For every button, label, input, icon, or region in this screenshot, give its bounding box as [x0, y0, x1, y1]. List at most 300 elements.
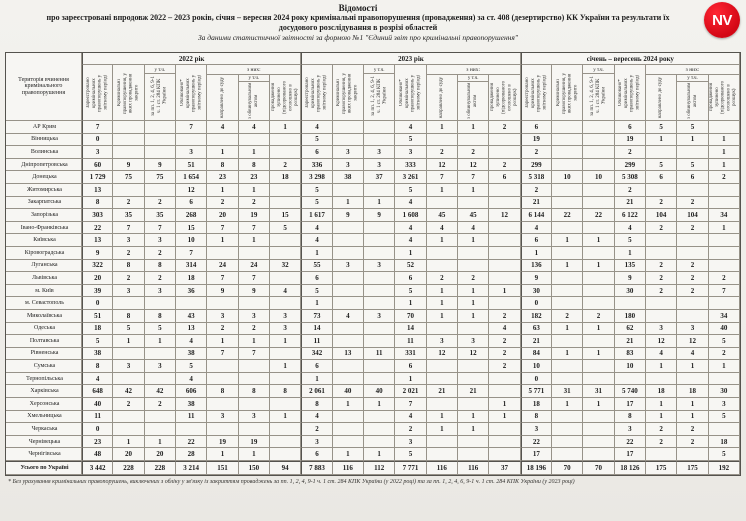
document-title-block	[30, 3, 686, 42]
value-cell	[646, 234, 677, 247]
value-cell	[489, 385, 520, 398]
value-cell	[709, 234, 740, 247]
value-cell	[207, 373, 238, 386]
col-header	[333, 65, 364, 121]
value-cell: 2	[646, 197, 677, 210]
value-cell: 10	[176, 234, 207, 247]
region-label: Рівненська	[6, 348, 82, 361]
value-cell: 1	[646, 360, 677, 373]
value-cell: 19	[521, 134, 552, 147]
value-cell: 6 144	[521, 209, 552, 222]
total-value-cell: 18 126	[615, 461, 646, 475]
col-header-text: Кримінальні правопорушення, у яких провадження закрито	[555, 71, 578, 114]
value-cell	[333, 285, 364, 298]
value-cell: 1	[207, 234, 238, 247]
value-cell: 2	[489, 159, 520, 172]
value-cell: 1	[646, 134, 677, 147]
value-cell: 3	[176, 146, 207, 159]
value-cell	[333, 184, 364, 197]
value-cell: 1	[521, 247, 552, 260]
value-cell: 2	[646, 272, 677, 285]
value-cell	[239, 373, 270, 386]
value-cell	[364, 335, 395, 348]
value-cell	[458, 360, 489, 373]
value-cell: 6	[521, 234, 552, 247]
period-header: 2023 рік	[301, 53, 520, 65]
value-cell	[427, 323, 458, 336]
col-header	[646, 75, 677, 121]
value-cell	[145, 411, 176, 424]
value-cell: 1	[709, 159, 740, 172]
value-cell: 40	[333, 385, 364, 398]
value-cell	[458, 247, 489, 260]
value-cell	[615, 297, 646, 310]
total-value-cell: 116	[333, 461, 364, 475]
value-cell: 322	[82, 260, 113, 273]
value-cell: 3	[145, 360, 176, 373]
value-cell: 2	[489, 360, 520, 373]
region-label: Миколаївська	[6, 310, 82, 323]
value-cell: 1	[646, 411, 677, 424]
value-cell: 1	[552, 323, 583, 336]
value-cell: 13	[82, 234, 113, 247]
value-cell: 20	[145, 448, 176, 461]
value-cell: 3	[207, 310, 238, 323]
value-cell	[270, 297, 301, 310]
region-label: м. Севастополь	[6, 297, 82, 310]
total-value-cell: 7 883	[301, 461, 332, 475]
value-cell: 3	[239, 310, 270, 323]
value-cell	[583, 411, 614, 424]
value-cell: 39	[82, 285, 113, 298]
value-cell: 22	[552, 209, 583, 222]
value-cell	[709, 423, 740, 436]
value-cell	[709, 121, 740, 134]
value-cell	[145, 121, 176, 134]
value-cell	[333, 335, 364, 348]
value-cell	[552, 285, 583, 298]
value-cell	[489, 436, 520, 449]
value-cell: 5	[301, 184, 332, 197]
value-cell: 75	[113, 171, 144, 184]
value-cell: 51	[82, 310, 113, 323]
value-cell: 31	[583, 385, 614, 398]
value-cell: 7	[176, 247, 207, 260]
value-cell: 42	[145, 385, 176, 398]
value-cell: 1	[301, 247, 332, 260]
value-cell: 11	[176, 411, 207, 424]
value-cell: 22	[615, 436, 646, 449]
total-value-cell: 94	[270, 461, 301, 475]
footnote: * Без урахування кримінальних правопорушень, виключених з обліку у зв'язку із закриттям проваджень за пп. 1, 2, 4, 9-1 ч. 1 ст. 284 КПК України (у 2022 році) та за пп. 1, 2, 4, 6, 9-1 ч. 1 ст. 284 КПК України (у 2023 році)	[8, 479, 575, 485]
value-cell	[270, 436, 301, 449]
value-cell: 30	[521, 285, 552, 298]
value-cell: 4	[615, 222, 646, 235]
value-cell: 5	[395, 448, 426, 461]
value-cell	[427, 436, 458, 449]
value-cell: 299	[521, 159, 552, 172]
value-cell: 3	[333, 159, 364, 172]
value-cell: 5	[301, 134, 332, 147]
value-cell	[677, 297, 708, 310]
value-cell	[709, 197, 740, 210]
value-cell	[552, 184, 583, 197]
total-value-cell: 151	[207, 461, 238, 475]
col-header	[427, 75, 458, 121]
value-cell: 2	[145, 398, 176, 411]
total-row-label: Усього по Україні	[6, 461, 82, 475]
value-cell: 11	[301, 335, 332, 348]
value-cell: 9	[521, 272, 552, 285]
value-cell: 7	[239, 222, 270, 235]
value-cell: 70	[395, 310, 426, 323]
value-cell: 84	[521, 348, 552, 361]
col-header-text: Обліковано* кримінальних правопорушень у звітному періоді	[618, 73, 641, 112]
total-value-cell: 70	[552, 461, 583, 475]
value-cell: 1	[489, 398, 520, 411]
value-cell: 1	[458, 310, 489, 323]
value-cell: 8	[521, 411, 552, 424]
value-cell: 22	[176, 436, 207, 449]
value-cell	[458, 436, 489, 449]
value-cell: 2	[677, 285, 708, 298]
value-cell: 5 771	[521, 385, 552, 398]
value-cell	[176, 423, 207, 436]
col-header	[709, 75, 740, 121]
value-cell	[333, 297, 364, 310]
value-cell: 3	[239, 411, 270, 424]
value-cell	[239, 134, 270, 147]
region-label: АР Крим	[6, 121, 82, 134]
value-cell	[709, 184, 740, 197]
total-value-cell: 3 214	[176, 461, 207, 475]
total-value-cell: 112	[364, 461, 395, 475]
value-cell: 4	[521, 222, 552, 235]
value-cell: 2	[677, 436, 708, 449]
value-cell: 1	[583, 398, 614, 411]
value-cell: 1	[239, 234, 270, 247]
value-cell: 2	[239, 197, 270, 210]
value-cell: 1	[427, 423, 458, 436]
value-cell: 52	[395, 260, 426, 273]
value-cell: 5	[646, 159, 677, 172]
value-cell: 1	[552, 398, 583, 411]
value-cell	[583, 297, 614, 310]
region-label: Сумська	[6, 360, 82, 373]
value-cell	[552, 448, 583, 461]
col-header	[207, 75, 238, 121]
value-cell: 4	[646, 348, 677, 361]
value-cell	[646, 373, 677, 386]
value-cell: 1	[583, 348, 614, 361]
value-cell: 10	[521, 360, 552, 373]
value-cell	[270, 146, 301, 159]
value-cell	[364, 373, 395, 386]
value-cell: 18	[677, 385, 708, 398]
value-cell: 333	[395, 159, 426, 172]
value-cell: 34	[709, 209, 740, 222]
value-cell: 3 261	[395, 171, 426, 184]
region-label: Полтавська	[6, 335, 82, 348]
value-cell: 1	[489, 285, 520, 298]
value-cell	[646, 448, 677, 461]
value-cell: 0	[521, 373, 552, 386]
value-cell: 12	[427, 348, 458, 361]
total-value-cell: 7 771	[395, 461, 426, 475]
value-cell: 3	[521, 423, 552, 436]
value-cell	[489, 272, 520, 285]
territory-col-header: Територія вчинення кримінального правопорушення	[6, 53, 82, 121]
value-cell: 3	[270, 310, 301, 323]
value-cell	[427, 360, 458, 373]
value-cell: 648	[82, 385, 113, 398]
col-header	[113, 65, 144, 121]
region-label: Запорізька	[6, 209, 82, 222]
value-cell	[113, 373, 144, 386]
value-cell: 2	[489, 348, 520, 361]
value-cell: 6	[301, 448, 332, 461]
value-cell: 2	[646, 222, 677, 235]
value-cell: 1 729	[82, 171, 113, 184]
value-cell: 5 740	[615, 385, 646, 398]
value-cell: 6	[646, 171, 677, 184]
region-label: Чернівецька	[6, 436, 82, 449]
value-cell: 1	[583, 234, 614, 247]
value-cell: 21	[458, 385, 489, 398]
value-cell: 4	[82, 373, 113, 386]
value-cell: 3	[364, 260, 395, 273]
value-cell	[270, 134, 301, 147]
value-cell	[145, 373, 176, 386]
value-cell: 182	[521, 310, 552, 323]
value-cell: 2	[521, 146, 552, 159]
value-cell	[427, 197, 458, 210]
value-cell	[677, 184, 708, 197]
value-cell: 1	[207, 448, 238, 461]
value-cell	[709, 260, 740, 273]
value-cell	[113, 348, 144, 361]
value-cell: 2	[646, 423, 677, 436]
value-cell: 18	[176, 272, 207, 285]
value-cell: 2	[646, 285, 677, 298]
value-cell	[489, 184, 520, 197]
value-cell	[458, 134, 489, 147]
value-cell: 17	[615, 398, 646, 411]
col-header-text: провадження зупинено (підозрюваного оголошено в розшук)	[709, 80, 738, 115]
value-cell: 5	[677, 121, 708, 134]
total-value-cell: 3 442	[82, 461, 113, 475]
title-line-3: досудового розслідування в розрізі областей	[278, 23, 438, 32]
value-cell: 1	[239, 335, 270, 348]
region-label: Черкаська	[6, 423, 82, 436]
value-cell: 4	[333, 310, 364, 323]
value-cell	[207, 360, 238, 373]
value-cell: 1	[270, 360, 301, 373]
value-cell: 1	[113, 436, 144, 449]
value-cell	[583, 197, 614, 210]
value-cell	[364, 285, 395, 298]
value-cell: 7	[113, 222, 144, 235]
value-cell	[583, 285, 614, 298]
value-cell: 2	[427, 272, 458, 285]
value-cell: 2	[207, 323, 238, 336]
value-cell: 5	[395, 184, 426, 197]
value-cell	[145, 423, 176, 436]
value-cell	[677, 234, 708, 247]
value-cell: 104	[677, 209, 708, 222]
value-cell: 5	[113, 323, 144, 336]
value-cell	[615, 373, 646, 386]
value-cell: 8	[145, 260, 176, 273]
value-cell: 38	[176, 398, 207, 411]
value-cell: 2 021	[395, 385, 426, 398]
value-cell: 2	[677, 423, 708, 436]
value-cell: 21	[615, 335, 646, 348]
region-label: Кіровоградська	[6, 247, 82, 260]
value-cell: 28	[176, 448, 207, 461]
value-cell: 0	[82, 423, 113, 436]
value-cell: 42	[113, 385, 144, 398]
value-cell: 1	[239, 146, 270, 159]
statistics-table	[5, 52, 741, 476]
value-cell	[552, 121, 583, 134]
region-label: Львівська	[6, 272, 82, 285]
value-cell	[270, 398, 301, 411]
value-cell: 4	[489, 323, 520, 336]
value-cell: 7	[207, 222, 238, 235]
region-label: Тернопільська	[6, 373, 82, 386]
value-cell: 73	[301, 310, 332, 323]
value-cell: 4	[301, 411, 332, 424]
value-cell	[458, 323, 489, 336]
value-cell: 6	[677, 171, 708, 184]
subheader-incl: у т.ч.	[364, 68, 394, 74]
value-cell: 11	[82, 411, 113, 424]
value-cell: 5	[301, 285, 332, 298]
value-cell	[333, 222, 364, 235]
total-value-cell: 175	[646, 461, 677, 475]
value-cell: 4	[395, 411, 426, 424]
value-cell: 3	[207, 411, 238, 424]
value-cell: 5	[176, 360, 207, 373]
value-cell: 1	[458, 285, 489, 298]
value-cell: 4	[207, 121, 238, 134]
value-cell	[427, 134, 458, 147]
value-cell: 22	[583, 209, 614, 222]
value-cell: 0	[82, 297, 113, 310]
value-cell: 5	[677, 159, 708, 172]
region-label: Донецька	[6, 171, 82, 184]
subheader-incl: у т.ч.	[145, 68, 175, 74]
value-cell: 1	[427, 310, 458, 323]
value-cell: 0	[521, 297, 552, 310]
value-cell: 1	[145, 436, 176, 449]
value-cell: 1 654	[176, 171, 207, 184]
col-header-text: провадження зупинено (підозрюваного оголошено в розшук)	[270, 80, 299, 115]
period-header: 2022 рік	[82, 53, 301, 65]
value-cell	[145, 146, 176, 159]
value-cell	[552, 436, 583, 449]
value-cell: 4	[176, 373, 207, 386]
value-cell: 1	[207, 184, 238, 197]
value-cell: 18	[646, 385, 677, 398]
value-cell: 8	[270, 385, 301, 398]
col-header-text: Зареєстровано кримінальних правопорушень у звітному періоді	[86, 73, 109, 112]
value-cell: 4	[395, 222, 426, 235]
value-cell	[583, 146, 614, 159]
value-cell	[176, 134, 207, 147]
value-cell: 8	[82, 197, 113, 210]
col-header-text: з обвинувальним актом	[467, 82, 479, 119]
title-line-1: Відомості	[338, 3, 378, 13]
value-cell: 35	[145, 209, 176, 222]
value-cell: 1	[677, 360, 708, 373]
value-cell: 5	[709, 411, 740, 424]
value-cell	[364, 436, 395, 449]
value-cell	[646, 297, 677, 310]
value-cell	[364, 423, 395, 436]
value-cell: 6	[301, 146, 332, 159]
value-cell: 5	[145, 323, 176, 336]
value-cell: 1	[239, 184, 270, 197]
value-cell: 5	[395, 285, 426, 298]
value-cell	[552, 197, 583, 210]
value-cell: 3	[709, 398, 740, 411]
value-cell: 4	[270, 285, 301, 298]
value-cell	[583, 121, 614, 134]
value-cell	[552, 335, 583, 348]
region-label: Житомирська	[6, 184, 82, 197]
value-cell: 10	[615, 360, 646, 373]
value-cell: 2	[615, 184, 646, 197]
value-cell	[583, 436, 614, 449]
value-cell	[489, 260, 520, 273]
col-header	[301, 65, 332, 121]
value-cell: 14	[301, 323, 332, 336]
total-value-cell: 70	[583, 461, 614, 475]
col-header	[458, 75, 489, 121]
total-value-cell: 37	[489, 461, 520, 475]
subheader-ofwhich: з них:	[427, 65, 521, 75]
value-cell	[270, 423, 301, 436]
value-cell	[270, 247, 301, 260]
value-cell	[458, 398, 489, 411]
value-cell: 15	[270, 209, 301, 222]
value-cell	[333, 134, 364, 147]
value-cell: 2	[583, 310, 614, 323]
value-cell: 9	[239, 285, 270, 298]
value-cell	[333, 323, 364, 336]
value-cell: 1	[239, 448, 270, 461]
value-cell	[552, 134, 583, 147]
value-cell: 5 318	[521, 171, 552, 184]
value-cell: 1	[427, 297, 458, 310]
value-cell	[583, 423, 614, 436]
nv-logo-text: NV	[712, 11, 732, 29]
value-cell: 1	[458, 184, 489, 197]
value-cell	[176, 297, 207, 310]
value-cell	[333, 247, 364, 260]
value-cell: 9	[82, 247, 113, 260]
value-cell	[677, 310, 708, 323]
value-cell	[583, 373, 614, 386]
value-cell: 12	[489, 209, 520, 222]
value-cell: 30	[709, 385, 740, 398]
value-cell	[364, 222, 395, 235]
subheader-incl: у т.ч.	[458, 76, 488, 82]
value-cell: 45	[458, 209, 489, 222]
value-cell	[583, 335, 614, 348]
